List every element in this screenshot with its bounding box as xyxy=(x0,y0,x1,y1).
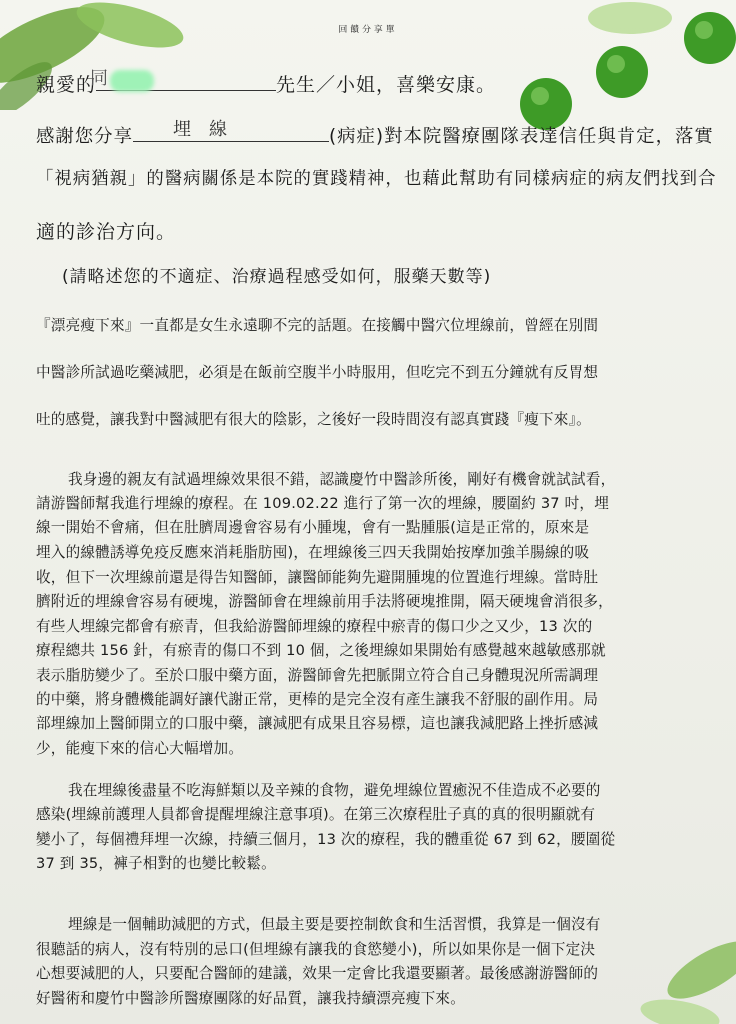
p4-line-4: 好醫術和慶竹中醫診所醫療團隊的好品質，讓我持續漂亮瘦下來。 xyxy=(36,990,466,1007)
p4-line-2: 很聽話的病人，沒有特別的忌口(但埋線有讓我的食慾變小)，所以如果你是一個下定決 xyxy=(36,941,596,958)
greeting-suffix: 先生／小姐，喜樂安康。 xyxy=(276,74,497,96)
page-title: 回饋分享單 xyxy=(338,25,398,35)
balls-decoration-top-right-icon xyxy=(510,0,736,140)
p3-line-2: 感染(埋線前護理人員都會提醒埋線注意事項)。在第三次療程肚子真的真的很明顯就有 xyxy=(36,806,596,823)
p2-line-1: 我身邊的親友有試過埋線效果很不錯，認識慶竹中醫診所後，剛好有機會就試試看， xyxy=(68,471,616,488)
p2-line-4: 埋入的線體誘導免疫反應來消耗脂肪囤)，在埋線後三四天我開始按摩加強羊腸線的吸 xyxy=(36,544,590,561)
p2-line-6: 臍附近的埋線會容易有硬塊，游醫師會在埋線前用手法將硬塊推開，隔天硬塊會消很多， xyxy=(36,593,613,610)
p1-line-3: 吐的感覺，讓我對中醫減肥有很大的陰影，之後好一段時間沒有認真實踐『瘦下來』。 xyxy=(36,411,591,428)
p2-line-8: 療程總共 156 針，有瘀青的傷口不到 10 個，之後埋線如果開始有感覺越來越敏感那就 xyxy=(36,642,606,659)
p2-line-3: 線一開始不會痛，但在肚臍周邊會容易有小腫塊，會有一點腫脹(這是正常的，原來是 xyxy=(36,519,590,536)
greeting-prefix: 親愛的 xyxy=(36,74,97,96)
illness-handwritten: 埋線 xyxy=(172,119,245,140)
p1-line-2: 中醫診所試過吃藥減肥，必須是在飯前空腹半小時服用，但吃完不到五分鐘就有反胃想 xyxy=(36,364,599,381)
p2-line-12: 少，能瘦下來的信心大幅增加。 xyxy=(36,740,244,757)
p4-line-3: 心想要減肥的人，只要配合醫師的建議，效果一定會比我還要顯著。最後感謝游醫師的 xyxy=(36,965,599,982)
illness-field xyxy=(133,119,329,142)
redaction-blur xyxy=(110,70,154,92)
p2-line-10: 的中藥，將身體機能調好讓代謝正常，更棒的是完全沒有產生讓我不舒服的副作用。局 xyxy=(36,691,599,708)
p2-line-5: 收，但下一次埋線前還是得告知醫師，讓醫師能夠先避開腫塊的位置進行埋線。當時肚 xyxy=(36,569,599,586)
direction-line: 適的診治方向。 xyxy=(36,221,177,243)
p2-line-11: 部埋線加上醫師開立的口服中藥，讓減肥有成果且容易標，這也讓我減肥路上挫折感減 xyxy=(36,715,599,732)
thanks-line xyxy=(36,119,714,148)
p2-line-9: 表示脂肪變少了。至於口服中藥方面，游醫師會先把脈開立符合自己身體現況所需調理 xyxy=(36,667,599,684)
p4-line-1: 埋線是一個輔助減肥的方式，但最主要是要控制飲食和生活習慣，我算是一個沒有 xyxy=(68,916,601,933)
thanks-suffix: (病症)對本院醫療團隊表達信任與肯定，落實 xyxy=(328,126,714,147)
p1-line-1: 『漂亮瘦下來』一直都是女生永遠聊不完的話題。在接觸中醫穴位埋線前，曾經在別間 xyxy=(36,317,599,334)
instruction-line: (請略述您的不適症、治療過程感受如何，服藥天數等) xyxy=(62,267,492,287)
p3-line-3: 變小了，每個禮拜埋一次線，持續三個月，13 次的療程，我的體重從 67 到 62，腰圍從 xyxy=(36,831,616,848)
thanks-prefix: 感謝您分享 xyxy=(36,126,133,147)
p2-line-2: 請游醫師幫我進行埋線的療程。在 109.02.22 進行了第一次的埋線，腰圍約 37 吋，埋 xyxy=(36,495,610,512)
p3-line-4: 37 到 35，褲子相對的也變比較鬆。 xyxy=(36,855,276,872)
p3-line-1: 我在埋線後盡量不吃海鮮類以及辛辣的食物，避免埋線位置癒況不佳造成不必要的 xyxy=(68,782,601,799)
name-field: 同 xyxy=(96,74,276,91)
mission-line: 「視病猶親」的醫病關係是本院的實踐精神，也藉此幫助有同樣病症的病友們找到合 xyxy=(36,169,717,189)
leaf-decoration-bottom-right-icon xyxy=(600,930,736,1024)
p2-line-7: 有些人埋線完都會有瘀青，但我給游醫師埋線的療程中瘀青的傷口少之又少，13 次的 xyxy=(36,618,593,635)
greeting-line xyxy=(36,70,496,97)
